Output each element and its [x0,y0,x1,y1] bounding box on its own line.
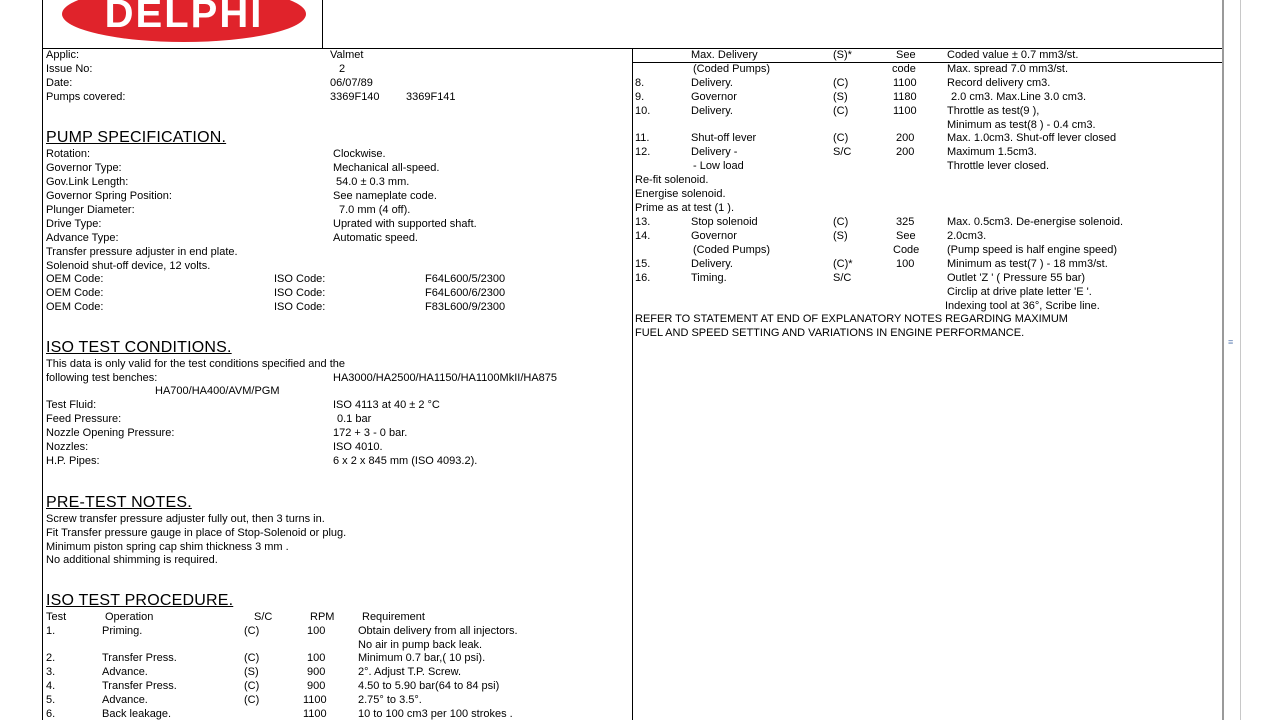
iso-code: F64L600/6/2300 [425,287,506,299]
test-requirement: Minimum 0.7 bar,( 10 psi). [358,652,486,664]
condition-value: ISO 4113 at 40 ± 2 °C [333,399,440,411]
test-requirement: Outlet 'Z ' ( Pressure 55 bar) [947,272,1086,284]
test-operation: Stop solenoid [691,216,758,228]
test-number: 16. [635,272,651,284]
iso-label: ISO Code: [274,273,326,285]
iso-label: ISO Code: [274,287,326,299]
test-sc: (C) [833,216,849,228]
spec-note: Transfer pressure adjuster in end plate. [46,246,238,258]
spec-value: Mechanical all-speed. [333,162,440,174]
test-operation: Transfer Press. [102,652,177,664]
conditions-intro: This data is only valid for the test conditions specified and the [46,358,346,370]
test-operation: Shut-off lever [691,132,757,144]
spec-value: 7.0 mm (4 off). [339,204,411,216]
test-operation: Delivery - [691,146,738,158]
test-requirement: (Pump speed is half engine speed) [947,244,1117,256]
col-header-rpm: RPM [310,611,335,623]
test-requirement: 2.0 cm3. Max.Line 3.0 cm3. [951,91,1087,103]
test-requirement: Record delivery cm3. [947,77,1051,89]
test-requirement: 10 to 100 cm3 per 100 strokes . [358,708,513,720]
test-requirement: Circlip at drive plate letter 'E '. [947,286,1092,298]
spec-value: 54.0 ± 0.3 mm. [336,176,410,188]
test-sc: (C) [244,694,260,706]
left-border [42,0,43,720]
test-number: 8. [635,77,645,89]
test-rpm: 900 [307,680,326,692]
test-operation: (Coded Pumps) [693,244,771,256]
procedure-title: ISO TEST PROCEDURE. [46,592,234,609]
test-sc: (S) [244,666,259,678]
meta-label: Applic: [46,49,80,61]
condition-label: Nozzle Opening Pressure: [46,427,175,439]
col-header-test: Test [46,611,67,623]
test-rpm: 1100 [893,77,917,89]
test-requirement: Max. 1.0cm3. Shut-off lever closed [947,132,1117,144]
test-operation: Delivery. [691,258,733,270]
iso-code: F64L600/5/2300 [425,273,506,285]
spec-label: Plunger Diameter: [46,204,135,216]
spec-value: See nameplate code. [333,190,437,202]
col-header-requirement: Requirement [362,611,425,623]
spec-label: Gov.Link Length: [46,176,129,188]
spec-label: Drive Type: [46,218,102,230]
test-operation: (Coded Pumps) [693,63,771,75]
test-requirement: Minimum as test(7 ) - 18 mm3/st. [947,258,1108,270]
col-header-sc: S/C [254,611,273,623]
test-sc: (C) [244,680,260,692]
test-operation: Delivery. [691,77,733,89]
spec-value: Clockwise. [333,148,386,160]
procedure-note: Energise solenoid. [635,188,726,200]
col-header-operation: Operation [105,611,154,623]
test-operation: Governor [691,230,737,242]
test-rpm: 1100 [303,708,327,720]
test-number: 4. [46,680,56,692]
test-requirement: Minimum as test(8 ) - 0.4 cm3. [947,119,1096,131]
iso-conditions-title: ISO TEST CONDITIONS. [46,339,232,356]
test-requirement: Obtain delivery from all injectors. [358,625,518,637]
test-operation: Transfer Press. [102,680,177,692]
test-operation: Delivery. [691,105,733,117]
oem-label: OEM Code: [46,273,104,285]
test-sc: (C) [244,652,260,664]
scroll-grip-icon[interactable]: ≡ [1228,337,1234,347]
spec-label: Governor Type: [46,162,122,174]
condition-value: 6 x 2 x 845 mm (ISO 4093.2). [333,455,478,467]
iso-label: ISO Code: [274,301,326,313]
test-operation: Governor [691,91,737,103]
test-number: 14. [635,230,651,242]
viewer-gutter [1224,0,1280,720]
test-requirement: Throttle lever closed. [947,160,1050,172]
test-requirement: Coded value ± 0.7 mm3/st. [947,49,1079,61]
test-sc: S/C [833,272,852,284]
test-requirement: Maximum 1.5cm3. [947,146,1037,158]
spec-label: Governor Spring Position: [46,190,172,202]
test-number: 6. [46,708,56,720]
pre-test-line: Screw transfer pressure adjuster fully out, then 3 turns in. [46,513,325,525]
spec-label: Advance Type: [46,232,119,244]
meta-value-2: 3369F141 [406,91,456,103]
pre-test-line: Minimum piston spring cap shim thickness 3 mm . [46,541,289,553]
procedure-note: Prime as at test (1 ). [635,202,735,214]
test-requirement: 4.50 to 5.90 bar(64 to 84 psi) [358,680,500,692]
test-sc: (C) [244,625,260,637]
test-number: 1. [46,625,56,637]
test-number: 5. [46,694,56,706]
pre-test-title: PRE-TEST NOTES. [46,494,192,511]
test-sc: (C) [833,77,849,89]
test-requirement: Max. 0.5cm3. De-energise solenoid. [947,216,1124,228]
test-rpm: 100 [307,625,326,637]
meta-value: 06/07/89 [330,77,373,89]
test-number: 2. [46,652,56,664]
test-requirement: 2°. Adjust T.P. Screw. [358,666,462,678]
test-rpm: 1180 [893,91,917,103]
column-divider [632,48,633,720]
spec-label: Rotation: [46,148,91,160]
test-sc: S/C [833,146,852,158]
iso-code: F83L600/9/2300 [425,301,506,313]
condition-value: 0.1 bar [337,413,372,425]
test-operation: Advance. [102,694,148,706]
test-number: 11. [635,132,650,144]
test-rpm: 200 [896,146,915,158]
test-sc: (C)* [833,258,853,270]
test-rpm: See [896,230,916,242]
oem-label: OEM Code: [46,301,104,313]
logo-box-divider [322,0,323,49]
meta-value: 3369F140 [330,91,380,103]
test-requirement: Max. spread 7.0 mm3/st. [947,63,1069,75]
meta-label: Issue No: [46,63,93,75]
gutter-divider [1240,0,1241,720]
meta-label: Date: [46,77,73,89]
refer-statement: FUEL AND SPEED SETTING AND VARIATIONS IN ENGINE PERFORMANCE. [635,327,1025,339]
delphi-logo [62,0,306,42]
test-requirement: Throttle as test(9 ), [947,105,1040,117]
test-rpm: 325 [896,216,915,228]
test-requirement: 2.75° to 3.5°. [358,694,422,706]
condition-label: Nozzles: [46,441,89,453]
meta-label: Pumps covered: [46,91,126,103]
test-sc: (S)* [833,49,852,61]
meta-value: 2 [339,63,346,75]
test-rpm: See [896,49,916,61]
logo-text: DELPHI [104,0,264,36]
test-sc: (C) [833,105,849,117]
test-sc: (S) [833,230,848,242]
test-number: 12. [635,146,651,158]
test-sc: (S) [833,91,848,103]
test-number: 13. [635,216,651,228]
pre-test-line: Fit Transfer pressure gauge in place of Stop-Solenoid or plug. [46,527,347,539]
procedure-note: Re-fit solenoid. [635,174,709,186]
test-rpm: code [892,63,916,75]
test-number: 10. [635,105,651,117]
test-requirement: Indexing tool at 36°, Scribe line. [945,300,1100,312]
test-rpm: 1100 [303,694,327,706]
condition-value: ISO 4010. [333,441,383,453]
condition-label: Feed Pressure: [46,413,122,425]
spec-note: Solenoid shut-off device, 12 volts. [46,260,211,272]
condition-label: H.P. Pipes: [46,455,100,467]
spec-value: Uprated with supported shaft. [333,218,477,230]
test-operation: Timing. [691,272,727,284]
pump-spec-title: PUMP SPECIFICATION. [46,129,227,146]
meta-value: Valmet [330,49,364,61]
oem-label: OEM Code: [46,287,104,299]
test-operation: - Low load [693,160,744,172]
test-number: 9. [635,91,645,103]
test-sc: (C) [833,132,849,144]
test-operation: Priming. [102,625,143,637]
test-rpm: 100 [307,652,326,664]
test-number: 3. [46,666,56,678]
test-rpm: Code [893,244,920,256]
test-operation: Max. Delivery [691,49,758,61]
test-operation: Back leakage. [102,708,172,720]
condition-label: Test Fluid: [46,399,97,411]
conditions-intro: following test benches: [46,372,158,384]
test-requirement: 2.0cm3. [947,230,987,242]
test-benches: HA700/HA400/AVM/PGM [155,385,280,397]
test-rpm: 100 [896,258,915,270]
condition-value: 172 + 3 - 0 bar. [333,427,408,439]
test-requirement: No air in pump back leak. [358,639,483,651]
test-benches: HA3000/HA2500/HA1150/HA1100MkII/HA875 [333,372,558,384]
test-operation: Advance. [102,666,148,678]
test-rpm: 1100 [893,105,917,117]
test-rpm: 200 [896,132,915,144]
test-rpm: 900 [307,666,326,678]
spec-value: Automatic speed. [333,232,418,244]
test-number: 15. [635,258,651,270]
refer-statement: REFER TO STATEMENT AT END OF EXPLANATORY NOTES REGARDING MAXIMUM [635,313,1068,325]
pre-test-line: No additional shimming is required. [46,554,218,566]
